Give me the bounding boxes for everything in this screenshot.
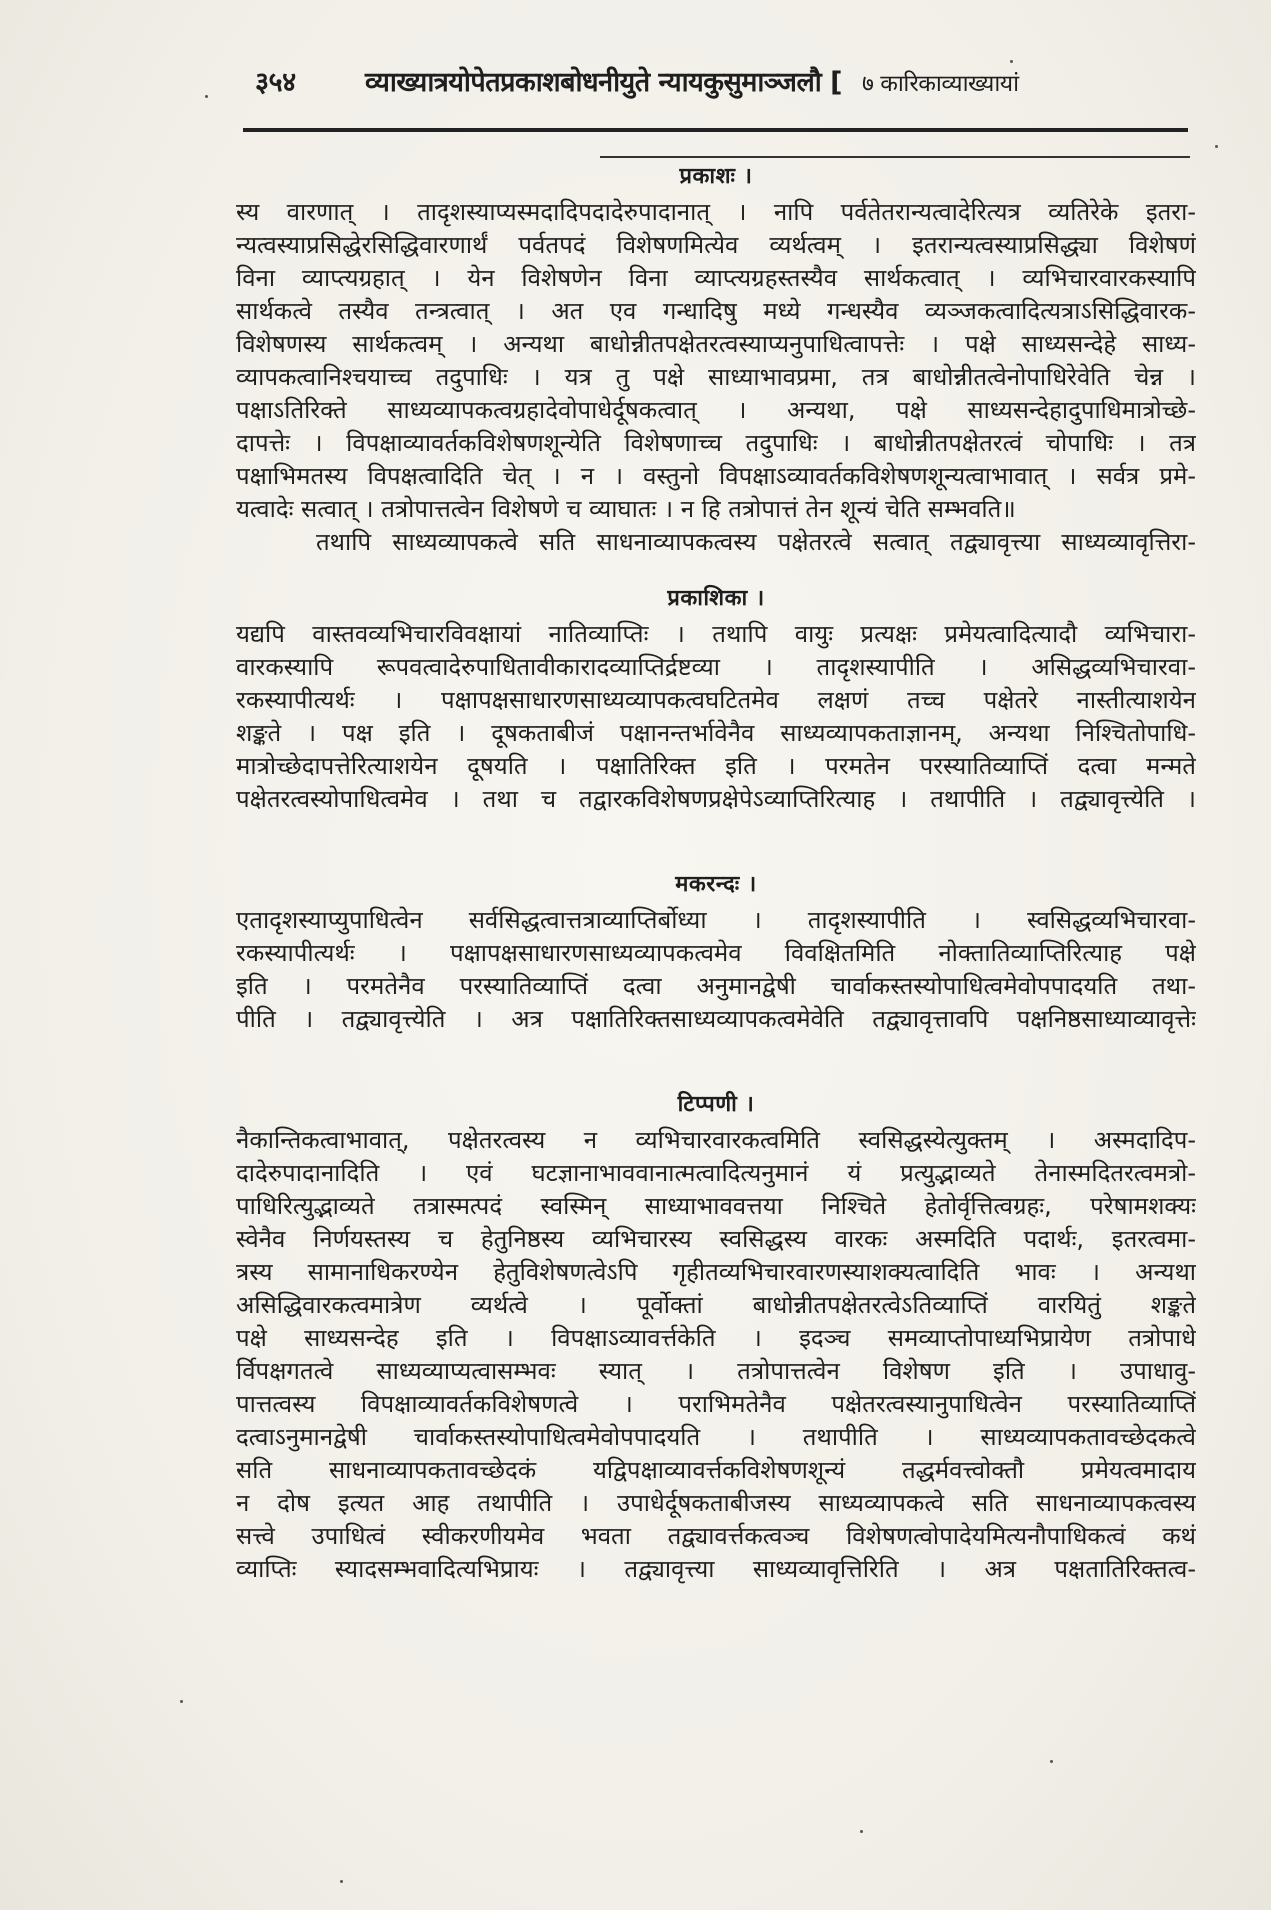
text-line: शङ्कते । पक्ष इति । दूषकताबीजं पक्षानन्तर्भावेनैव साध्यव्यापकताज्ञानम्, अन्यथा निश्चितोपाधि- — [236, 719, 1196, 747]
section-prakashika — [236, 582, 1196, 816]
section-heading: मकरन्दः । — [675, 872, 757, 897]
text-line: पक्षे साध्यसन्देह इति । विपक्षाऽव्यावर्त्तकेति । इदञ्च समव्याप्तोपाध्यभिप्रायेण तत्रोपाधे — [236, 1324, 1196, 1352]
text-line: तथापि साध्यव्यापकत्वे सति साधनाव्यापकत्वस्य पक्षेतरत्वे सत्वात् तद्व्यावृत्त्या साध्यव्यावृत्तिरा- — [316, 528, 1196, 556]
text-line: असिद्धिवारकत्वमात्रेण व्यर्थत्वे । पूर्वोक्तां बाधोन्नीतपक्षेतरत्वेऽतिव्याप्तिं वारयितुं शङ्कते — [236, 1291, 1196, 1319]
text-line: सति साधनाव्यापकतावच्छेदकं यद्विपक्षाव्यावर्त्तकविशेषणशून्यं तद्धर्मवत्त्वोक्तौ प्रमेयत्वमादाय — [236, 1456, 1196, 1484]
section-prakasha — [236, 160, 1196, 559]
running-title: व्याख्यात्रयोपेतप्रकाशबोधनीयुते न्यायकुसुमाञ्जलौ [ — [365, 67, 842, 98]
header-rule — [243, 128, 1188, 132]
text-line: नैकान्तिकत्वाभावात्, पक्षेतरत्वस्य न व्यभिचारवारकत्वमिति स्वसिद्धस्येत्युक्तम् । अस्मदादिप- — [236, 1126, 1196, 1154]
text-line: विशेषणस्य सार्थकत्वम् । अन्यथा बाधोन्नीतपक्षेतरत्वस्याप्यनुपाधित्वापत्तेः । पक्षे साध्यसन्देहे साध्य- — [236, 330, 1196, 358]
text-line: एतादृशस्याप्युपाधित्वेन सर्वसिद्धत्वात्तत्राव्याप्तिर्बोध्या । तादृशस्यापीति । स्वसिद्धव्यभिचारवा- — [236, 906, 1196, 934]
page-number: ३५४ — [255, 67, 296, 98]
section-heading: टिप्पणी । — [677, 1092, 755, 1117]
text-line: न दोष इत्यत आह तथापीति । उपाधेर्दूषकताबीजस्य साध्यव्यापकत्वे सति साधनाव्यापकत्वस्य — [236, 1489, 1196, 1517]
text-line: सार्थकत्वे तस्यैव तन्त्रत्वात् । अत एव गन्धादिषु मध्ये गन्धस्यैव व्यञ्जकत्वादित्यत्राऽसिद्धिवारक- — [236, 297, 1196, 325]
scan-speck — [1050, 1760, 1053, 1763]
text-line: पीति । तद्व्यावृत्त्येति । अत्र पक्षातिरिक्तसाध्यव्यापकत्वमेवेति तद्व्यावृत्तावपि पक्षनिष्ठसाध्याव्यावृत्तेः — [236, 1005, 1196, 1033]
text-line: र्विपक्षगतत्वे साध्यव्याप्यत्वासम्भवः स्यात् । तत्रोपात्तत्वेन विशेषण इति । उपाधावु- — [236, 1357, 1196, 1385]
text-line: स्वेनैव निर्णयस्तस्य च हेतुनिष्ठस्य व्यभिचारस्य स्वसिद्धस्य वारकः अस्मदिति पदार्थः, इतरत्वमा- — [236, 1225, 1196, 1253]
text-line: पात्तत्वस्य विपक्षाव्यावर्तकविशेषणत्वे । पराभिमतेनैव पक्षेतरत्वस्यानुपाधित्वेन परस्यातिव्याप्तिं — [236, 1390, 1196, 1418]
text-line: दापत्तेः । विपक्षाव्यावर्तकविशेषणशून्येति विशेषणाच्च तदुपाधिः । बाधोन्नीतपक्षेतरत्वं चोपाधिः । तत्र — [236, 429, 1196, 457]
section-reference: ७ कारिकाव्याख्यायां — [862, 71, 1019, 97]
text-line: यत्वादेः सत्वात् । तत्रोपात्तत्वेन विशेषणे च व्याघातः । न हि तत्रोपात्तं तेन शून्यं चेति सम्भवति॥ — [236, 495, 1016, 523]
header-subrule — [600, 156, 1190, 158]
text-line: वारकस्यापि रूपवत्वादेरुपाधितावीकारादव्याप्तिर्द्रष्टव्या । तादृशस्यापीति । असिद्धव्यभिचारवा- — [236, 653, 1196, 681]
text-line: दादेरुपादानादिति । एवं घटज्ञानाभाववानात्मत्वादित्यनुमानं यं प्रत्युद्भाव्यते तेनास्मदितरत्वमत्रो- — [236, 1159, 1196, 1187]
text-line: न्यत्वस्याप्रसिद्धेरसिद्धिवारणार्थं पर्वतपदं विशेषणमित्येव व्यर्थत्वम् । इतरान्यत्वस्याप्रसिद्ध्या विशेषणं — [236, 231, 1196, 259]
section-heading: प्रकाशिका । — [667, 586, 765, 611]
text-line: पक्षाऽतिरिक्ते साध्यव्यापकत्वग्रहादेवोपाधेर्दूषकत्वात् । अन्यथा, पक्षे साध्यसन्देहादुपाधिमात्रोच्छे- — [236, 396, 1196, 424]
section-tippani — [236, 1088, 1196, 1586]
section-makaranda — [236, 868, 1196, 1036]
text-line: विना व्याप्त्यग्रहात् । येन विशेषणेन विना व्याप्त्यग्रहस्तस्यैव सार्थकत्वात् । व्यभिचारवारकस्यापि — [236, 264, 1196, 292]
scan-speck — [1215, 145, 1218, 148]
text-line: दत्वाऽनुमानद्वेषी चार्वाकस्तस्योपाधित्वमेवोपपादयति । तथापीति । साध्यव्यापकतावच्छेदकत्वे — [236, 1423, 1196, 1451]
text-line: त्रस्य सामानाधिकरण्येन हेतुविशेषणत्वेऽपि गृहीतव्यभिचारवारणस्याशक्यत्वादिति भावः । अन्यथा — [236, 1258, 1196, 1286]
scan-speck — [1010, 60, 1013, 63]
text-line: रकस्यापीत्यर्थः । पक्षापक्षसाधारणसाध्यव्यापकत्वघटितमेव लक्षणं तच्च पक्षेतरे नास्तीत्याशयेन — [236, 686, 1196, 714]
scan-speck — [180, 1700, 183, 1703]
scan-speck — [860, 1830, 863, 1833]
text-line: व्यापकत्वानिश्चयाच्च तदुपाधिः । यत्र तु पक्षे साध्याभावप्रमा, तत्र बाधोन्नीतत्वेनोपाधिरेवेति चेन्न । — [236, 363, 1196, 391]
text-line: स्य वारणात् । तादृशस्याप्यस्मदादिपदादेरुपादानात् । नापि पर्वतेतरान्यत्वादेरित्यत्र व्यतिरेके इतरा- — [236, 198, 1196, 226]
text-line: व्याप्तिः स्यादसम्भवादित्यभिप्रायः । तद्व्यावृत्त्या साध्यव्यावृत्तिरिति । अत्र पक्षतातिरिक्तत्व- — [236, 1555, 1196, 1583]
text-line: सत्त्वे उपाधित्वं स्वीकरणीयमेव भवता तद्व्यावर्त्तकत्वञ्च विशेषणत्वोपादेयमित्यनौपाधिकत्वं कथं — [236, 1522, 1196, 1550]
page-header — [255, 62, 1176, 102]
text-line: रकस्यापीत्यर्थः । पक्षापक्षसाधारणसाध्यव्यापकत्वमेव विवक्षितमिति नोक्तातिव्याप्तिरित्याह पक्षे — [236, 939, 1196, 967]
text-line: पक्षाभिमतस्य विपक्षत्वादिति चेत् । न । वस्तुनो विपक्षाऽव्यावर्तकविशेषणशून्यत्वाभावात् । सर्वत्र प्रमे- — [236, 462, 1196, 490]
text-line: यद्यपि वास्तवव्यभिचारविवक्षायां नातिव्याप्तिः । तथापि वायुः प्रत्यक्षः प्रमेयत्वादित्यादौ व्यभिचारा- — [236, 620, 1196, 648]
scan-speck — [340, 1880, 343, 1883]
text-line: पक्षेतरत्वस्योपाधित्वमेव । तथा च तद्वारकविशेषणप्रक्षेपेऽव्याप्तिरित्याह । तथापीति । तद्व्यावृत्त्येति । — [236, 785, 1196, 813]
scan-speck — [205, 95, 208, 98]
text-line: इति । परमतेनैव परस्यातिव्याप्तिं दत्वा अनुमानद्वेषी चार्वाकस्तस्योपाधित्वमेवोपपादयति तथा- — [236, 972, 1196, 1000]
section-heading: प्रकाशः । — [679, 164, 753, 189]
text-line: पाधिरित्युद्भाव्यते तत्रास्मत्पदं स्वस्मिन् साध्याभाववत्तया निश्चिते हेतोर्वृत्तित्वग्रहः, परेषामशक्यः — [236, 1192, 1196, 1220]
text-line: मात्रोच्छेदापत्तेरित्याशयेन दूषयति । पक्षातिरिक्त इति । परमतेन परस्यातिव्याप्तिं दत्वा मन्मते — [236, 752, 1196, 780]
